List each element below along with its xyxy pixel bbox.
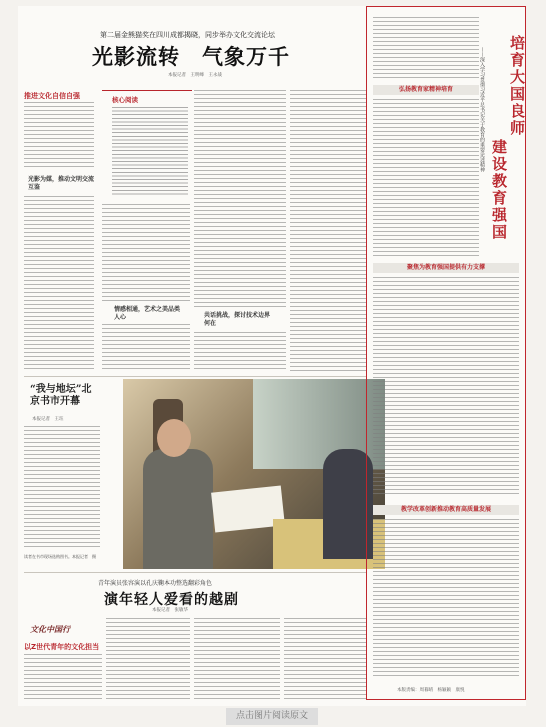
- left-head-2: 情感相通，艺术之美品类人心: [114, 306, 181, 321]
- middle-body-3: [102, 324, 190, 372]
- bottom-body-c3: [284, 618, 366, 702]
- core-box-text: [112, 107, 188, 195]
- bottom-article-byline: 本报记者 张敏华: [152, 608, 188, 613]
- divider-2: [24, 572, 366, 573]
- right-body-2: [373, 277, 519, 497]
- divider-1: [24, 376, 366, 377]
- bottom-body-c2: [194, 618, 280, 702]
- culture-logo: 文化中国行: [30, 624, 70, 634]
- bookfair-body: [24, 426, 100, 550]
- bookfair-byline: 本报记者 王珏: [32, 417, 64, 422]
- bookfair-headline: “我与地坛”北京书市开幕: [30, 384, 92, 407]
- top-article-kicker: 第二届金熊猫奖在四川成都揭晓，同步举办文化交流论坛: [100, 31, 275, 39]
- left-sub-1: 光影为媒，推动文明交流互鉴: [28, 176, 95, 191]
- right-head-2: 聚焦为教育强国提供有力支撑: [373, 263, 519, 273]
- left-head-1: 推进文化自信自强: [24, 92, 80, 100]
- center-body-1: [194, 90, 286, 310]
- right-title-1: 培育大国良师: [508, 35, 526, 137]
- left-body-1: [24, 102, 94, 170]
- bookfair-photo: [123, 379, 385, 569]
- right-title-2: 建设教育强国: [490, 139, 508, 241]
- right-footer-credit: 本版责编：周暮晴 杨颖颖 康悦: [397, 688, 465, 693]
- left-body-2: [24, 196, 94, 371]
- read-original-button[interactable]: 点击图片阅读原文: [226, 708, 318, 725]
- bottom-body-left: [24, 654, 102, 702]
- top-article-byline: 本报记者 王明峰 王永战: [168, 73, 222, 78]
- right-mid-body: [290, 90, 366, 372]
- right-column-box: [366, 6, 526, 700]
- core-box: [102, 90, 192, 199]
- right-intro-body: [373, 17, 479, 79]
- right-body-1: [373, 99, 479, 259]
- right-head-1: 弘扬教育家精神培育: [373, 85, 479, 95]
- right-head-3: 教学改革创新推动教育高质量发展: [373, 505, 519, 515]
- bottom-body-c1: [106, 618, 190, 702]
- bookfair-caption: 读者在书市现场选购图书。本报记者 摄: [24, 554, 96, 559]
- right-body-3: [373, 519, 519, 679]
- bottom-article-kicker: 青年演员张容演以孔庆鞠本功整选翻彩角色: [98, 580, 213, 587]
- core-box-title: 核心阅读: [112, 96, 138, 104]
- right-subtitle: ——深入学习贯彻习近平总书记关于教育的重要论述精神: [479, 47, 485, 172]
- middle-body-2: [102, 204, 190, 304]
- bottom-article-headline: 演年轻人爱看的越剧: [104, 592, 239, 608]
- bottom-left-head: 以Z世代青年的文化担当: [24, 643, 100, 651]
- top-article-headline: 光影流转 气象万千: [92, 44, 290, 69]
- center-body-2: [194, 332, 286, 372]
- left-head-3: 共话挑战，探讨技术边界何在: [204, 312, 271, 327]
